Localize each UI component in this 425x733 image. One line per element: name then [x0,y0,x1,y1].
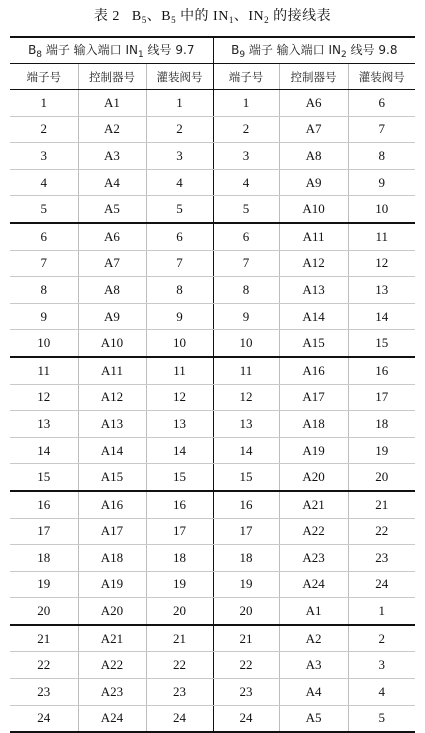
table-cell: A20 [279,464,348,491]
table-cell: A22 [279,518,348,545]
table-cell: 4 [348,679,415,706]
table-cell: A19 [279,437,348,464]
table-cell: 11 [10,357,78,384]
table-title: $B_5$、$B_5$ 中的 $IN_1$、$IN_2$ 的接线表 [131,9,332,25]
table-row [10,411,415,438]
table-cell: 20 [213,598,279,625]
table-cell: 19 [213,571,279,598]
table-cell: A17 [78,518,146,545]
table-cell: 17 [348,384,415,411]
table-cell: 7 [10,250,78,277]
table-cell: 8 [146,277,213,304]
table-cell: 18 [146,545,213,572]
table-cell: 3 [213,143,279,170]
table-row [10,250,415,277]
table-cell: 16 [146,491,213,518]
column-header: 控制器号 [279,64,348,90]
table-cell: 2 [348,625,415,652]
table-cell: 3 [10,143,78,170]
wiring-table [10,36,415,733]
table-cell: A24 [78,705,146,732]
table-cell: 1 [348,598,415,625]
table-row [10,116,415,143]
table-cell: 9 [146,303,213,330]
table-cell: 5 [213,196,279,223]
table-cell: A11 [279,223,348,250]
table-cell: 1 [10,90,78,117]
table-cell: 19 [348,437,415,464]
table-cell: A20 [78,598,146,625]
table-cell: A2 [279,625,348,652]
table-cell: 7 [213,250,279,277]
table-row [10,357,415,384]
table-cell: 2 [213,116,279,143]
table-row [10,90,415,117]
table-cell: 16 [348,357,415,384]
table-row [10,437,415,464]
table-cell: 12 [348,250,415,277]
table-cell: 20 [10,598,78,625]
table-row [10,330,415,357]
table-cell: 23 [213,679,279,706]
table-row [10,464,415,491]
table-cell: 13 [213,411,279,438]
table-cell: A5 [78,196,146,223]
table-row [10,598,415,625]
table-row [10,223,415,250]
table-cell: 4 [146,169,213,196]
table-cell: A3 [279,652,348,679]
table-cell: 21 [146,625,213,652]
table-row [10,277,415,304]
table-cell: 23 [10,679,78,706]
table-row [10,143,415,170]
table-cell: 10 [348,196,415,223]
table-cell: A2 [78,116,146,143]
table-cell: 7 [348,116,415,143]
table-cell: A18 [78,545,146,572]
table-cell: 24 [213,705,279,732]
table-cell: 24 [146,705,213,732]
table-cell: A13 [78,411,146,438]
table-row [10,518,415,545]
column-header: 端子号 [10,64,78,90]
table-cell: 13 [10,411,78,438]
table-row [10,169,415,196]
table-cell: 13 [146,411,213,438]
table-cell: 6 [348,90,415,117]
table-cell: 21 [10,625,78,652]
table-cell: 8 [213,277,279,304]
table-cell: A5 [279,705,348,732]
table-cell: 1 [213,90,279,117]
table-cell: 10 [213,330,279,357]
table-cell: 8 [10,277,78,304]
group-header-in1: $B_8$ 端子 输入端口 $IN_1$ 线号 9.7 [10,37,213,64]
table-cell: 5 [10,196,78,223]
table-cell: A17 [279,384,348,411]
table-cell: A7 [279,116,348,143]
table-cell: 20 [146,598,213,625]
table-cell: 18 [10,545,78,572]
table-cell: 23 [146,679,213,706]
table-cell: 16 [213,491,279,518]
table-cell: A11 [78,357,146,384]
table-cell: A19 [78,571,146,598]
table-cell: 4 [213,169,279,196]
table-cell: 21 [213,625,279,652]
table-cell: A6 [78,223,146,250]
table-cell: A22 [78,652,146,679]
table-cell: 12 [146,384,213,411]
table-cell: A9 [78,303,146,330]
table-cell: A13 [279,277,348,304]
table-cell: A15 [78,464,146,491]
table-cell: A1 [78,90,146,117]
table-cell: A23 [279,545,348,572]
table-cell: 21 [348,491,415,518]
column-header-row [10,64,415,90]
table-cell: 15 [10,464,78,491]
table-row [10,679,415,706]
table-cell: A6 [279,90,348,117]
column-header: 端子号 [213,64,279,90]
group-header-row [10,37,415,64]
table-cell: 9 [348,169,415,196]
table-cell: 12 [213,384,279,411]
table-cell: 15 [213,464,279,491]
table-cell: A21 [279,491,348,518]
table-cell: 17 [146,518,213,545]
table-cell: 23 [348,545,415,572]
table-cell: 2 [146,116,213,143]
table-cell: 18 [213,545,279,572]
table-row [10,384,415,411]
table-cell: 11 [213,357,279,384]
table-caption [0,0,425,34]
table-cell: A4 [78,169,146,196]
table-cell: A3 [78,143,146,170]
table-cell: 12 [10,384,78,411]
table-cell: 22 [213,652,279,679]
table-cell: 19 [146,571,213,598]
table-row [10,196,415,223]
table-cell: A9 [279,169,348,196]
table-cell: 4 [10,169,78,196]
table-row [10,491,415,518]
table-cell: 11 [146,357,213,384]
table-cell: 15 [146,464,213,491]
table-cell: 22 [146,652,213,679]
table-cell: A15 [279,330,348,357]
table-cell: 17 [213,518,279,545]
table-cell: 22 [348,518,415,545]
column-header: 灌装阀号 [348,64,415,90]
table-cell: A23 [78,679,146,706]
table-cell: 3 [348,652,415,679]
table-cell: 14 [146,437,213,464]
table-cell: A10 [279,196,348,223]
table-cell: 6 [146,223,213,250]
table-row [10,303,415,330]
table-row [10,571,415,598]
table-cell: 3 [146,143,213,170]
table-cell: A12 [78,384,146,411]
table-cell: 11 [348,223,415,250]
table-body [10,90,415,733]
table-label: 表 2 [93,9,120,24]
table-cell: 13 [348,277,415,304]
table-row [10,652,415,679]
table-cell: 14 [348,303,415,330]
column-header: 灌装阀号 [146,64,213,90]
table-cell: A1 [279,598,348,625]
table-cell: 24 [10,705,78,732]
table-cell: A12 [279,250,348,277]
table-cell: 18 [348,411,415,438]
table-cell: A8 [78,277,146,304]
table-cell: 1 [146,90,213,117]
table-cell: A24 [279,571,348,598]
table-cell: 15 [348,330,415,357]
table-cell: 9 [213,303,279,330]
table-cell: 2 [10,116,78,143]
table-cell: A14 [279,303,348,330]
table-cell: A16 [279,357,348,384]
table-cell: 7 [146,250,213,277]
table-cell: 10 [146,330,213,357]
table-cell: 14 [213,437,279,464]
table-cell: 5 [146,196,213,223]
table-cell: A18 [279,411,348,438]
table-cell: 10 [10,330,78,357]
table-cell: 14 [10,437,78,464]
table-cell: A7 [78,250,146,277]
table-row [10,705,415,732]
table-cell: 17 [10,518,78,545]
table-cell: 22 [10,652,78,679]
table-cell: 9 [10,303,78,330]
table-cell: 20 [348,464,415,491]
table-cell: 16 [10,491,78,518]
table-cell: 24 [348,571,415,598]
table-cell: 5 [348,705,415,732]
table-cell: 6 [10,223,78,250]
table-cell: A8 [279,143,348,170]
table-cell: A4 [279,679,348,706]
table-cell: 19 [10,571,78,598]
table-cell: A10 [78,330,146,357]
table-row [10,625,415,652]
table-cell: 8 [348,143,415,170]
column-header: 控制器号 [78,64,146,90]
table-cell: A14 [78,437,146,464]
group-header-in2: $B_9$ 端子 输入端口 $IN_2$ 线号 9.8 [213,37,415,64]
table-row [10,545,415,572]
table-cell: 6 [213,223,279,250]
table-cell: A21 [78,625,146,652]
table-cell: A16 [78,491,146,518]
